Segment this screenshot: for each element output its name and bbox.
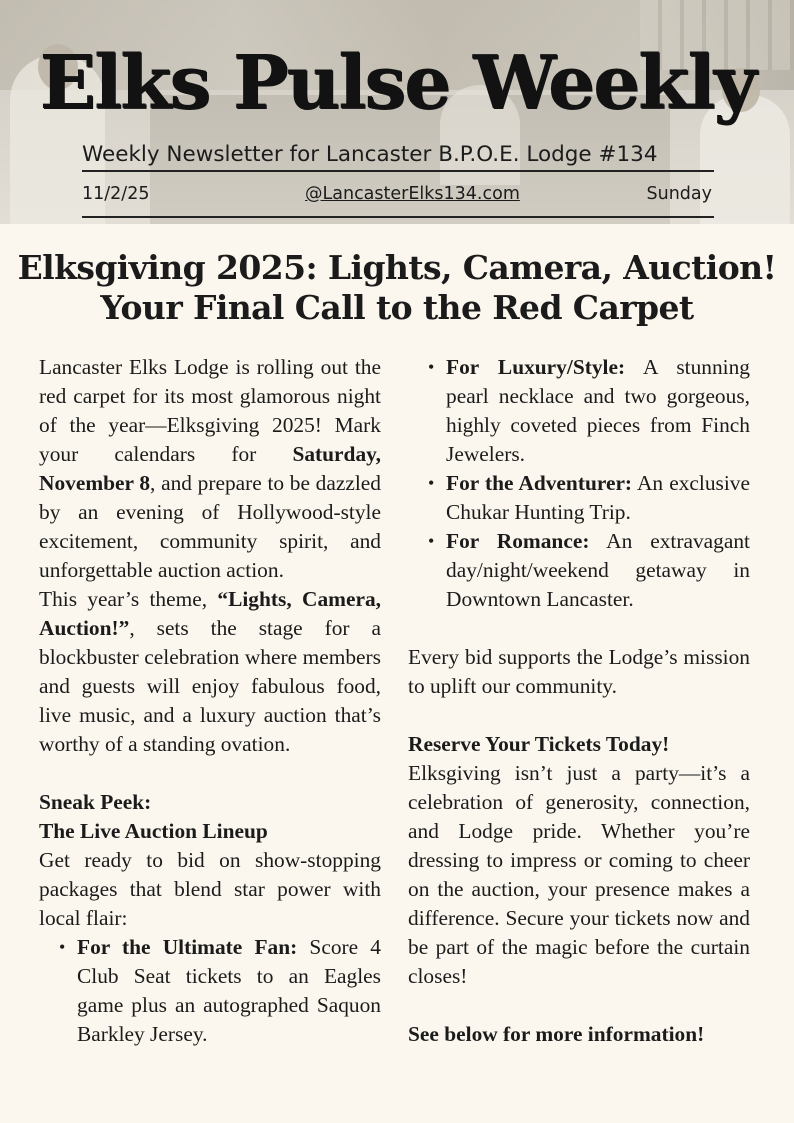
see-below-text: See below for more information! (408, 1022, 705, 1046)
list-item (39, 933, 381, 1049)
reserve-heading-text: Reserve Your Tickets Today! (408, 732, 670, 756)
list-item-label: For the Ultimate Fan: (77, 935, 298, 959)
list-item-text: Score 4 Club Seat tickets to an Eagles game plus an autographed Saquon Barkley Jersey. (77, 935, 381, 1046)
intro-paragraph (39, 353, 381, 585)
spacer (39, 759, 381, 788)
reserve-paragraph: Elksgiving isn’t just a party—it’s a celebration of generosity, connection, and Lodge pride. Whether you’re dressing to impress or coming to cheer on the auction, your presence makes a difference. Secure your tickets now and be part of the magic before the curtain closes! (408, 761, 750, 988)
list-item-text: A stunning pearl necklace and two gorgeous, highly coveted pieces from Finch Jewelers. (446, 355, 751, 466)
reserve-heading (408, 730, 750, 759)
masthead-divider-bottom (82, 216, 714, 218)
list-item-text: An extravagant day/night/weekend getaway in Downtown Lancaster. (446, 529, 750, 611)
theme-name: “Lights, Camera, Auction!” (39, 587, 381, 640)
intro-text-b: , and prepare to be dazzled by an evening of Hollywood-style excitement, community spirit, and unforgettable auction action. (39, 471, 381, 582)
spacer (408, 614, 750, 643)
theme-text-a: This year’s theme, (39, 587, 218, 611)
list-item-label: For the Adventurer: (446, 471, 633, 495)
article-headline (0, 248, 794, 328)
masthead-divider-top (82, 170, 714, 172)
event-date: Saturday, November 8 (39, 442, 381, 495)
intro-text-a: Lancaster Elks Lodge is rolling out the red carpet for its most glamorous night of the year—Elksgiving 2025! Mark your calendars for (39, 355, 381, 466)
spacer (408, 701, 750, 730)
left-column (39, 353, 381, 1049)
right-column (408, 353, 750, 1049)
spacer (408, 991, 750, 1020)
list-item (408, 353, 750, 469)
issue-day: Sunday (646, 184, 712, 204)
see-below-note (408, 1020, 750, 1049)
headline-line-2: Your Final Call to the Red Carpet (100, 288, 694, 327)
auction-list-part-2 (408, 353, 750, 614)
masthead (0, 0, 794, 224)
sneak-peek-heading (39, 788, 381, 817)
list-item-label: For Romance: (446, 529, 590, 553)
issue-date: 11/2/25 (82, 184, 150, 204)
newsletter-subtitle: Weekly Newsletter for Lancaster B.P.O.E. Lodge #134 (82, 142, 658, 167)
list-item-label: For Luxury/Style: (446, 355, 626, 379)
sneak-peek-heading-text: Sneak Peek: (39, 790, 152, 814)
lineup-intro: Get ready to bid on show-stopping packages that blend star power with local flair: (39, 848, 381, 930)
list-item (408, 527, 750, 614)
auction-list-part-1 (39, 933, 381, 1049)
list-item (408, 469, 750, 527)
list-item-text: An exclusive Chukar Hunting Trip. (446, 471, 750, 524)
support-paragraph: Every bid supports the Lodge’s mission to uplift our community. (408, 645, 750, 698)
website-link[interactable]: @LancasterElks134.com (305, 184, 520, 204)
newsletter-title: Elks Pulse Weekly (39, 40, 755, 126)
lineup-heading (39, 817, 381, 846)
headline-line-1: Elksgiving 2025: Lights, Camera, Auction! (17, 248, 777, 287)
theme-paragraph (39, 585, 381, 759)
lineup-heading-text: The Live Auction Lineup (39, 819, 268, 843)
theme-text-b: , sets the stage for a blockbuster celebration where members and guests will enjoy fabulous food, live music, and a luxury auction that’s worthy of a standing ovation. (39, 616, 381, 756)
